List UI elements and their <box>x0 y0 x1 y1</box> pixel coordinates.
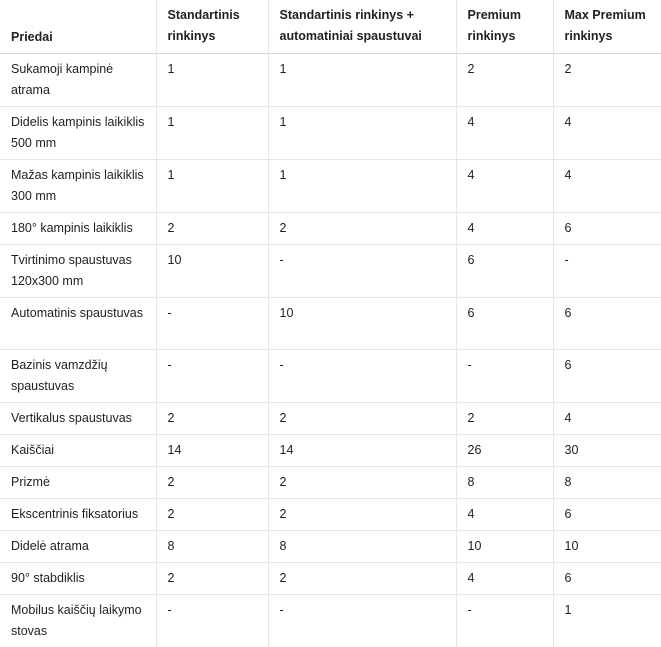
value-cell: 6 <box>553 297 661 349</box>
item-name-cell: 90° stabdiklis <box>11 570 85 585</box>
value-cell: - <box>456 594 553 647</box>
value-cell: 2 <box>268 498 456 530</box>
value-cell: 4 <box>456 159 553 212</box>
value-cell: - <box>156 297 268 349</box>
header-cell-premium-set: Premium rinkinys <box>456 0 553 53</box>
value-cell: 4 <box>456 562 553 594</box>
table-row <box>0 212 661 244</box>
value-cell: 2 <box>156 562 268 594</box>
header-cell-max-premium-set: Max Premium rinkinys <box>553 0 661 53</box>
value-cell: 14 <box>268 434 456 466</box>
value-cell: 10 <box>156 244 268 297</box>
value-cell: - <box>156 594 268 647</box>
table-row <box>0 159 661 212</box>
value-cell: 1 <box>553 594 661 647</box>
value-cell: 6 <box>553 562 661 594</box>
item-name-cell: Didelė atrama <box>11 538 89 553</box>
table-row <box>0 434 661 466</box>
value-cell: 8 <box>553 466 661 498</box>
table-row <box>0 594 661 647</box>
value-cell: 1 <box>268 106 456 159</box>
value-cell: 4 <box>456 106 553 159</box>
value-cell: 10 <box>268 297 456 349</box>
table-row <box>0 349 661 402</box>
value-cell: 6 <box>553 212 661 244</box>
value-cell: - <box>268 349 456 402</box>
table-row <box>0 530 661 562</box>
value-cell: 2 <box>456 53 553 106</box>
item-name-cell: Prizmė <box>11 474 50 489</box>
value-cell: 1 <box>268 53 456 106</box>
item-name-cell: Sukamoji kampinė atrama <box>11 61 114 97</box>
value-cell: 4 <box>553 106 661 159</box>
value-cell: 2 <box>553 53 661 106</box>
table-row <box>0 106 661 159</box>
value-cell: 4 <box>456 498 553 530</box>
item-name-cell: Ekscentrinis fiksatorius <box>11 506 139 521</box>
header-cell-standard-auto-clamps-set: Standartinis rinkinys + automatiniai spaustuvai <box>268 0 456 53</box>
header-cell-accessories: Priedai <box>11 29 53 44</box>
header-cell-standard-set: Standartinis rinkinys <box>156 0 268 53</box>
value-cell: 6 <box>553 349 661 402</box>
table-row <box>0 244 661 297</box>
value-cell: 2 <box>268 466 456 498</box>
item-name-cell: Kaiščiai <box>11 442 55 457</box>
header-row <box>0 0 661 53</box>
item-name-cell: Didelis kampinis laikiklis 500 mm <box>11 114 145 150</box>
value-cell: 14 <box>156 434 268 466</box>
value-cell: 4 <box>553 159 661 212</box>
value-cell: 2 <box>156 212 268 244</box>
value-cell: 1 <box>268 159 456 212</box>
item-name-cell: Vertikalus spaustuvas <box>11 410 132 425</box>
item-name-cell: Mobilus kaiščių laikymo stovas <box>11 602 142 638</box>
value-cell: 2 <box>156 402 268 434</box>
value-cell: 4 <box>456 212 553 244</box>
item-name-cell: Bazinis vamzdžių spaustuvas <box>11 357 108 393</box>
value-cell: 10 <box>553 530 661 562</box>
value-cell: 8 <box>456 466 553 498</box>
item-name-cell: Automatinis spaustuvas <box>11 305 144 320</box>
value-cell: - <box>268 594 456 647</box>
value-cell: 2 <box>156 498 268 530</box>
table-row <box>0 53 661 106</box>
table-row <box>0 498 661 530</box>
value-cell: 4 <box>553 402 661 434</box>
value-cell: 8 <box>156 530 268 562</box>
value-cell: 2 <box>268 212 456 244</box>
value-cell: 10 <box>456 530 553 562</box>
value-cell: 6 <box>456 244 553 297</box>
value-cell: 1 <box>156 53 268 106</box>
table-row <box>0 466 661 498</box>
value-cell: 8 <box>268 530 456 562</box>
value-cell: - <box>553 244 661 297</box>
value-cell: 2 <box>268 562 456 594</box>
value-cell: 2 <box>268 402 456 434</box>
value-cell: 26 <box>456 434 553 466</box>
value-cell: - <box>268 244 456 297</box>
item-name-cell: 180° kampinis laikiklis <box>11 220 133 235</box>
value-cell: 1 <box>156 159 268 212</box>
value-cell: 6 <box>456 297 553 349</box>
item-name-cell: Tvirtinimo spaustuvas 120x300 mm <box>11 252 132 288</box>
item-name-cell: Mažas kampinis laikiklis 300 mm <box>11 167 144 203</box>
value-cell: - <box>456 349 553 402</box>
table-row <box>0 562 661 594</box>
value-cell: - <box>156 349 268 402</box>
table-row <box>0 297 661 349</box>
value-cell: 2 <box>456 402 553 434</box>
value-cell: 30 <box>553 434 661 466</box>
value-cell: 1 <box>156 106 268 159</box>
value-cell: 6 <box>553 498 661 530</box>
table-row <box>0 402 661 434</box>
value-cell: 2 <box>156 466 268 498</box>
